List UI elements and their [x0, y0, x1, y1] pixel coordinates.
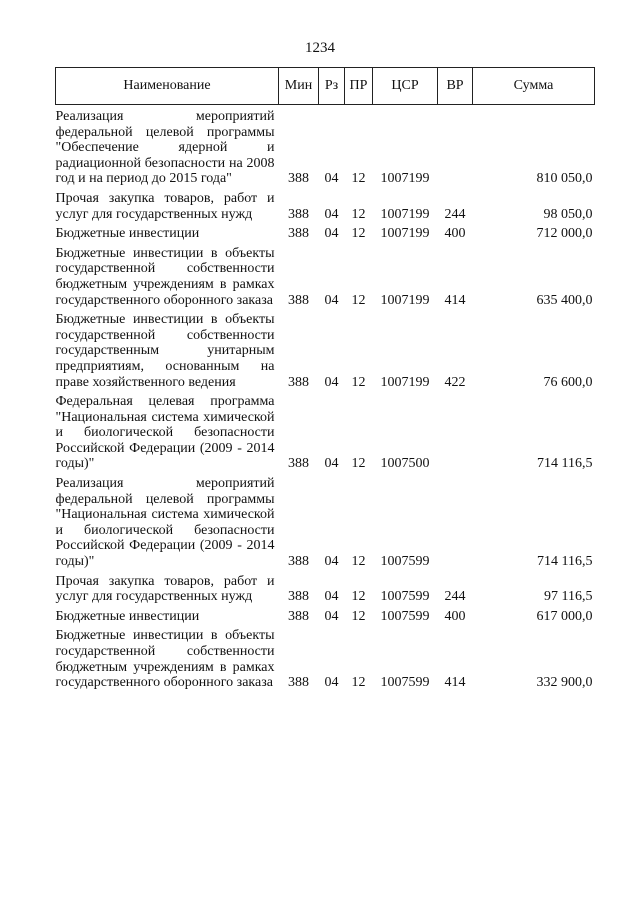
cell-rz: 04 — [324, 456, 339, 472]
cell-csr: 1007199 — [380, 171, 430, 187]
cell-vr: 414 — [444, 675, 466, 691]
header-vr: ВР — [438, 68, 473, 105]
cell-csr: 1007599 — [380, 554, 430, 570]
header-sum: Сумма — [473, 68, 595, 105]
cell-pr: 12 — [351, 206, 366, 222]
cell-name: Бюджетные инвестиции — [55, 226, 200, 242]
header-pr: ПР — [345, 68, 373, 105]
cell-pr: 12 — [351, 456, 366, 472]
cell-sum: 714 116,5 — [537, 456, 593, 472]
cell-vr — [438, 472, 473, 570]
table-row — [56, 222, 595, 242]
cell-min: 388 — [288, 226, 309, 242]
cell-rz: 04 — [324, 226, 339, 242]
cell-min: 388 — [288, 675, 309, 691]
cell-sum: 712 000,0 — [536, 226, 593, 242]
cell-vr — [438, 390, 473, 472]
cell-vr: 414 — [444, 292, 466, 308]
cell-sum: 97 116,5 — [544, 589, 593, 605]
header-rz: Рз — [319, 68, 345, 105]
table-row — [56, 308, 595, 390]
cell-sum: 98 050,0 — [543, 206, 593, 222]
cell-name: Бюджетные инвестиции в объекты государственной собственности государственным унитарным предприятиям, основанным на праве хозяйственного ведения — [55, 312, 275, 390]
cell-csr: 1007599 — [380, 608, 430, 624]
cell-pr: 12 — [351, 374, 366, 390]
cell-pr: 12 — [351, 292, 366, 308]
cell-csr: 1007599 — [380, 589, 430, 605]
table-row — [56, 187, 595, 222]
cell-sum: 76 600,0 — [543, 374, 593, 390]
table-row — [56, 105, 595, 187]
cell-vr — [438, 105, 473, 187]
cell-min: 388 — [288, 171, 309, 187]
table-row — [56, 242, 595, 308]
cell-pr: 12 — [351, 554, 366, 570]
cell-name: Реализация мероприятий федеральной целевой программы "Национальная система химической и биологической безопасности Российской Федерации (2009 - 2014 годы)" — [55, 476, 275, 570]
cell-pr: 12 — [351, 608, 366, 624]
cell-name: Бюджетные инвестиции в объекты государственной собственности бюджетным учреждениям в рамках государственного оборонного заказа — [55, 245, 275, 308]
cell-rz: 04 — [324, 206, 339, 222]
cell-sum: 635 400,0 — [536, 292, 593, 308]
cell-vr: 422 — [444, 374, 466, 390]
cell-sum: 810 050,0 — [536, 171, 593, 187]
cell-min: 388 — [288, 608, 309, 624]
cell-vr: 400 — [444, 226, 466, 242]
cell-pr: 12 — [351, 226, 366, 242]
table-row — [56, 605, 595, 625]
cell-min: 388 — [288, 589, 309, 605]
cell-sum: 332 900,0 — [536, 675, 593, 691]
cell-vr: 244 — [444, 589, 466, 605]
cell-min: 388 — [288, 554, 309, 570]
cell-sum: 714 116,5 — [537, 554, 593, 570]
header-row — [56, 68, 595, 105]
cell-name: Реализация мероприятий федеральной целевой программы "Обеспечение ядерной и радиационной безопасности на 2008 год и на период до 2015 года" — [55, 109, 275, 187]
cell-min: 388 — [288, 374, 309, 390]
header-csr: ЦСР — [373, 68, 438, 105]
cell-name: Бюджетные инвестиции в объекты государственной собственности бюджетным учреждениям в рамках государственного оборонного заказа — [55, 628, 275, 691]
table-row — [56, 570, 595, 605]
header-name: Наименование — [56, 68, 279, 105]
cell-min: 388 — [288, 292, 309, 308]
cell-name: Прочая закупка товаров, работ и услуг для государственных нужд — [55, 573, 275, 605]
cell-csr: 1007500 — [380, 456, 430, 472]
table-row — [56, 472, 595, 570]
cell-csr: 1007199 — [380, 292, 430, 308]
header-min: Мин — [279, 68, 319, 105]
cell-pr: 12 — [351, 171, 366, 187]
cell-rz: 04 — [324, 292, 339, 308]
cell-vr: 400 — [444, 608, 466, 624]
cell-csr: 1007199 — [380, 374, 430, 390]
cell-csr: 1007599 — [380, 675, 430, 691]
cell-rz: 04 — [324, 608, 339, 624]
page-number: 1234 — [305, 40, 335, 56]
table-row — [56, 624, 595, 690]
cell-pr: 12 — [351, 589, 366, 605]
cell-rz: 04 — [324, 374, 339, 390]
cell-name: Бюджетные инвестиции — [55, 608, 200, 624]
cell-csr: 1007199 — [380, 226, 430, 242]
cell-rz: 04 — [324, 589, 339, 605]
cell-rz: 04 — [324, 171, 339, 187]
cell-rz: 04 — [324, 554, 339, 570]
budget-table — [55, 67, 595, 691]
table-row — [56, 390, 595, 472]
cell-min: 388 — [288, 456, 309, 472]
cell-sum: 617 000,0 — [536, 608, 593, 624]
cell-rz: 04 — [324, 675, 339, 691]
cell-min: 388 — [288, 206, 309, 222]
cell-vr: 244 — [444, 206, 466, 222]
cell-name: Федеральная целевая программа "Национальная система химической и биологической безопасности Российской Федерации (2009 - 2014 годы)" — [55, 394, 275, 472]
cell-name: Прочая закупка товаров, работ и услуг для государственных нужд — [55, 190, 275, 222]
cell-pr: 12 — [351, 675, 366, 691]
cell-csr: 1007199 — [380, 206, 430, 222]
